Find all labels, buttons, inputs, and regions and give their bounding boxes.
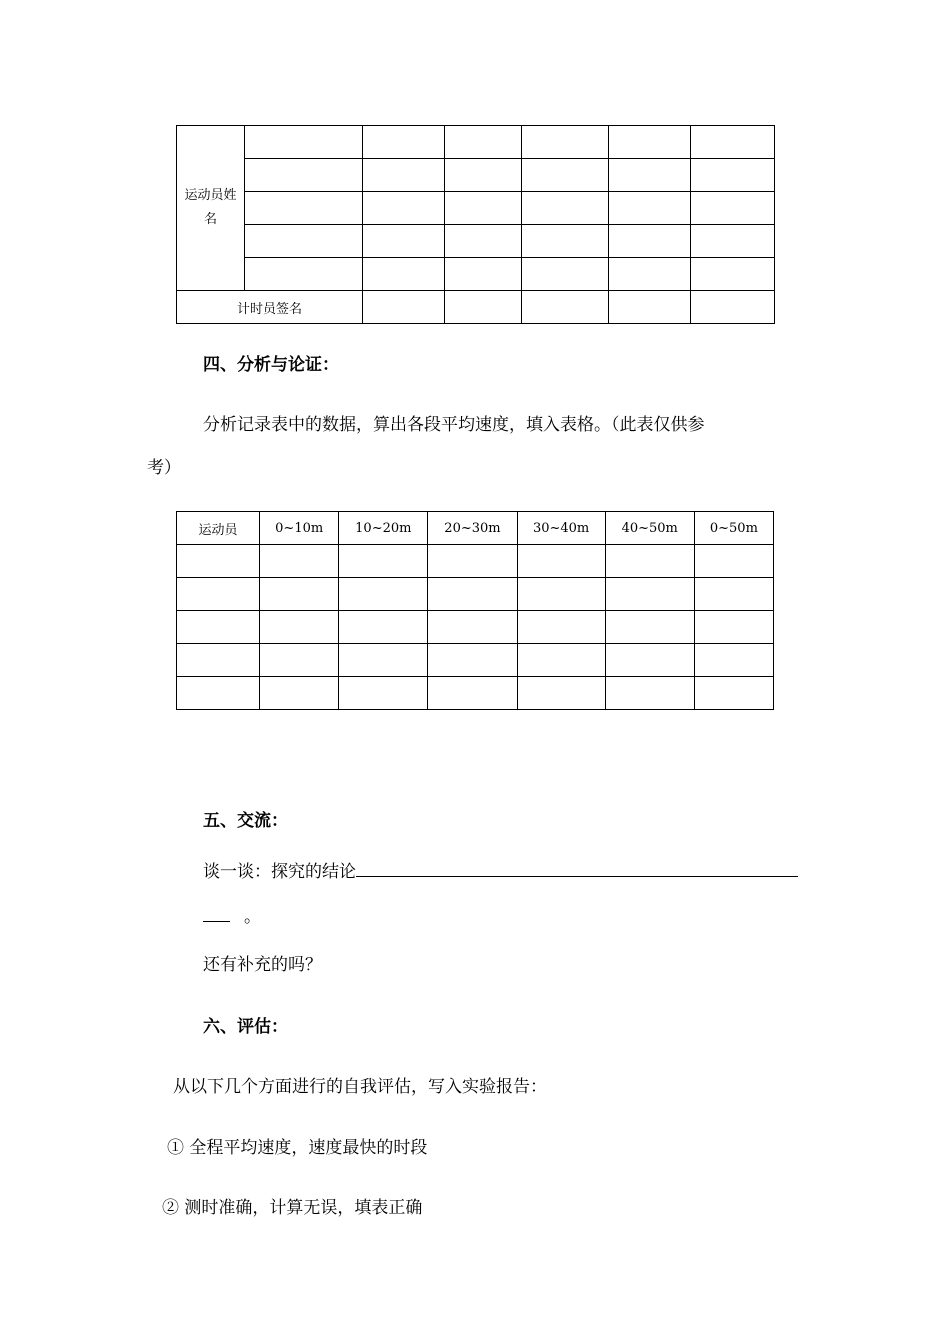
section4-text-line2: 考） bbox=[147, 458, 181, 478]
table-cell[interactable] bbox=[605, 611, 694, 644]
table-cell[interactable] bbox=[609, 159, 691, 192]
table-cell[interactable] bbox=[428, 578, 517, 611]
table-cell[interactable] bbox=[605, 578, 694, 611]
evaluation-intro: 从以下几个方面进行的自我评估，写入实验报告： bbox=[173, 1077, 547, 1097]
column-header: 10~20m bbox=[339, 512, 428, 545]
table-cell[interactable] bbox=[177, 578, 260, 611]
conclusion-line2 bbox=[203, 902, 261, 927]
table-cell[interactable] bbox=[177, 644, 260, 677]
table-cell[interactable] bbox=[177, 677, 260, 710]
table-cell[interactable] bbox=[522, 258, 609, 291]
speed-table bbox=[176, 511, 774, 710]
table-cell[interactable] bbox=[363, 291, 445, 324]
table-cell[interactable] bbox=[428, 677, 517, 710]
table-cell[interactable] bbox=[691, 192, 775, 225]
table-cell[interactable] bbox=[522, 291, 609, 324]
table-cell[interactable] bbox=[363, 225, 445, 258]
table-cell[interactable] bbox=[177, 545, 260, 578]
table-cell[interactable] bbox=[445, 126, 522, 159]
table-cell[interactable] bbox=[522, 225, 609, 258]
table-row bbox=[177, 677, 774, 710]
table-row bbox=[177, 644, 774, 677]
conclusion-prompt: 谈一谈：探究的结论 bbox=[203, 862, 356, 882]
table-cell[interactable] bbox=[363, 126, 445, 159]
table-cell[interactable] bbox=[177, 611, 260, 644]
table-cell[interactable] bbox=[609, 225, 691, 258]
table-cell[interactable] bbox=[605, 677, 694, 710]
table-cell[interactable] bbox=[605, 545, 694, 578]
table-cell[interactable] bbox=[694, 578, 773, 611]
table-cell[interactable] bbox=[517, 644, 605, 677]
table-cell[interactable] bbox=[522, 192, 609, 225]
table-cell[interactable] bbox=[339, 644, 428, 677]
table-cell[interactable] bbox=[609, 192, 691, 225]
section6-heading: 六、评估： bbox=[203, 1017, 288, 1037]
column-header: 40~50m bbox=[605, 512, 694, 545]
table-cell[interactable] bbox=[609, 291, 691, 324]
table-row bbox=[177, 578, 774, 611]
table-cell[interactable] bbox=[245, 159, 363, 192]
table-cell[interactable] bbox=[694, 611, 773, 644]
evaluation-item: ② 测时准确，计算无误，填表正确 bbox=[162, 1198, 423, 1218]
table-cell[interactable] bbox=[517, 578, 605, 611]
table-cell[interactable] bbox=[260, 545, 339, 578]
table-cell[interactable] bbox=[691, 225, 775, 258]
section4-heading: 四、分析与论证： bbox=[203, 355, 339, 375]
column-header: 0~50m bbox=[694, 512, 773, 545]
conclusion-end-mark: 。 bbox=[244, 907, 261, 927]
conclusion-line bbox=[203, 857, 798, 882]
table-cell[interactable] bbox=[691, 159, 775, 192]
supplement-question: 还有补充的吗？ bbox=[203, 955, 322, 975]
table-cell[interactable] bbox=[445, 225, 522, 258]
record-table bbox=[176, 125, 775, 324]
table-cell[interactable] bbox=[245, 126, 363, 159]
table-cell[interactable] bbox=[694, 677, 773, 710]
conclusion-blank[interactable] bbox=[356, 858, 798, 877]
table-cell[interactable] bbox=[339, 545, 428, 578]
athlete-name-header bbox=[177, 126, 245, 291]
table-cell[interactable] bbox=[363, 159, 445, 192]
table-cell[interactable] bbox=[609, 258, 691, 291]
table-cell[interactable] bbox=[605, 644, 694, 677]
section5-heading: 五、交流： bbox=[203, 811, 288, 831]
table-cell[interactable] bbox=[428, 644, 517, 677]
table-cell[interactable] bbox=[428, 545, 517, 578]
table-cell[interactable] bbox=[517, 677, 605, 710]
table-row bbox=[177, 545, 774, 578]
table-cell[interactable] bbox=[445, 291, 522, 324]
table-cell[interactable] bbox=[517, 545, 605, 578]
table-cell[interactable] bbox=[428, 611, 517, 644]
table-cell[interactable] bbox=[363, 258, 445, 291]
table-cell[interactable] bbox=[691, 126, 775, 159]
evaluation-item: ① 全程平均速度，速度最快的时段 bbox=[167, 1138, 428, 1158]
table-cell[interactable] bbox=[445, 258, 522, 291]
table-cell[interactable] bbox=[691, 258, 775, 291]
column-header: 20~30m bbox=[428, 512, 517, 545]
table-cell[interactable] bbox=[260, 611, 339, 644]
column-header: 30~40m bbox=[517, 512, 605, 545]
table-cell[interactable] bbox=[694, 644, 773, 677]
table-row bbox=[177, 611, 774, 644]
table-cell[interactable] bbox=[260, 677, 339, 710]
table-cell[interactable] bbox=[339, 677, 428, 710]
table-cell[interactable] bbox=[445, 192, 522, 225]
table-cell[interactable] bbox=[245, 225, 363, 258]
athlete-name-label: 运动员姓名 bbox=[184, 188, 237, 227]
column-header: 运动员 bbox=[177, 512, 260, 545]
table-cell[interactable] bbox=[245, 258, 363, 291]
table-cell[interactable] bbox=[363, 192, 445, 225]
table-cell[interactable] bbox=[517, 611, 605, 644]
table-cell[interactable] bbox=[339, 611, 428, 644]
conclusion-blank-continued[interactable] bbox=[203, 903, 230, 922]
table-cell[interactable] bbox=[694, 545, 773, 578]
timer-signature-label: 计时员签名 bbox=[177, 291, 363, 324]
section4-text-line1: 分析记录表中的数据，算出各段平均速度，填入表格。（此表仅供参 bbox=[203, 415, 705, 435]
table-cell[interactable] bbox=[522, 159, 609, 192]
table-cell[interactable] bbox=[260, 578, 339, 611]
column-header: 0~10m bbox=[260, 512, 339, 545]
table-cell[interactable] bbox=[609, 126, 691, 159]
table-cell[interactable] bbox=[339, 578, 428, 611]
table-cell[interactable] bbox=[245, 192, 363, 225]
table-cell[interactable] bbox=[691, 291, 775, 324]
table-cell[interactable] bbox=[522, 126, 609, 159]
table-cell[interactable] bbox=[260, 644, 339, 677]
table-cell[interactable] bbox=[445, 159, 522, 192]
